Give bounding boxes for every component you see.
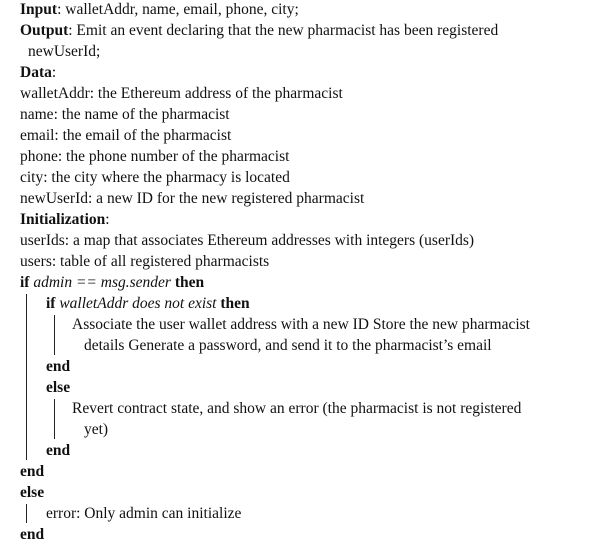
outer-else-block-rule xyxy=(26,504,27,523)
outer-then-block-rule xyxy=(26,294,27,460)
if-keyword: if xyxy=(46,295,56,312)
then-keyword: then xyxy=(220,295,250,312)
end-keyword: end xyxy=(20,463,45,480)
end-keyword: end xyxy=(46,442,71,459)
output-line xyxy=(20,21,498,41)
inner-else-block-rule xyxy=(54,399,55,439)
data-item: city: the city where the pharmacy is located xyxy=(20,169,290,186)
output-keyword: Output xyxy=(20,22,69,39)
initialization-heading: Initialization: xyxy=(20,211,110,228)
end-keyword: end xyxy=(46,358,71,375)
inner-condition: walletAddr does not exist xyxy=(59,295,217,312)
else-keyword: else xyxy=(46,379,71,396)
inner-else-body-line: yet) xyxy=(84,421,109,438)
initialization-item: users: table of all registered pharmacists xyxy=(20,253,270,270)
inner-then-block-rule xyxy=(54,315,55,355)
data-item: phone: the phone number of the pharmacist xyxy=(20,148,290,165)
output-text: : Emit an event declaring that the new pharmacist has been registered xyxy=(68,22,499,39)
end-keyword: end xyxy=(20,526,45,543)
data-keyword: Data xyxy=(20,64,52,81)
data-heading: Data: xyxy=(20,64,57,81)
initialization-item: userIds: a map that associates Ethereum addresses with integers (userIds) xyxy=(20,232,475,249)
data-item: walletAddr: the Ethereum address of the pharmacist xyxy=(20,85,343,102)
initialization-keyword: Initialization xyxy=(20,211,106,228)
inner-if-line xyxy=(46,294,250,314)
outer-if-line xyxy=(20,273,204,293)
data-item: email: the email of the pharmacist xyxy=(20,127,232,144)
output-continuation: newUserId; xyxy=(28,43,101,60)
input-text: : walletAddr, name, email, phone, city; xyxy=(57,1,299,18)
then-keyword: then xyxy=(174,274,205,291)
inner-then-body-line: Associate the user wallet address with a new ID Store the new pharmacist xyxy=(72,316,530,333)
else-keyword: else xyxy=(20,484,45,501)
data-item: name: the name of the pharmacist xyxy=(20,106,230,123)
outer-condition: admin == msg.sender xyxy=(33,274,171,291)
outer-else-body-line: error: Only admin can initialize xyxy=(46,505,242,522)
input-line xyxy=(20,0,299,20)
data-item: newUserId: a new ID for the new registered pharmacist xyxy=(20,190,365,207)
inner-else-body-line: Revert contract state, and show an error (the pharmacist is not registered xyxy=(72,400,522,417)
input-keyword: Input xyxy=(20,1,58,18)
inner-then-body-line: details Generate a password, and send it to the pharmacist’s email xyxy=(84,337,492,354)
if-keyword: if xyxy=(20,274,30,291)
